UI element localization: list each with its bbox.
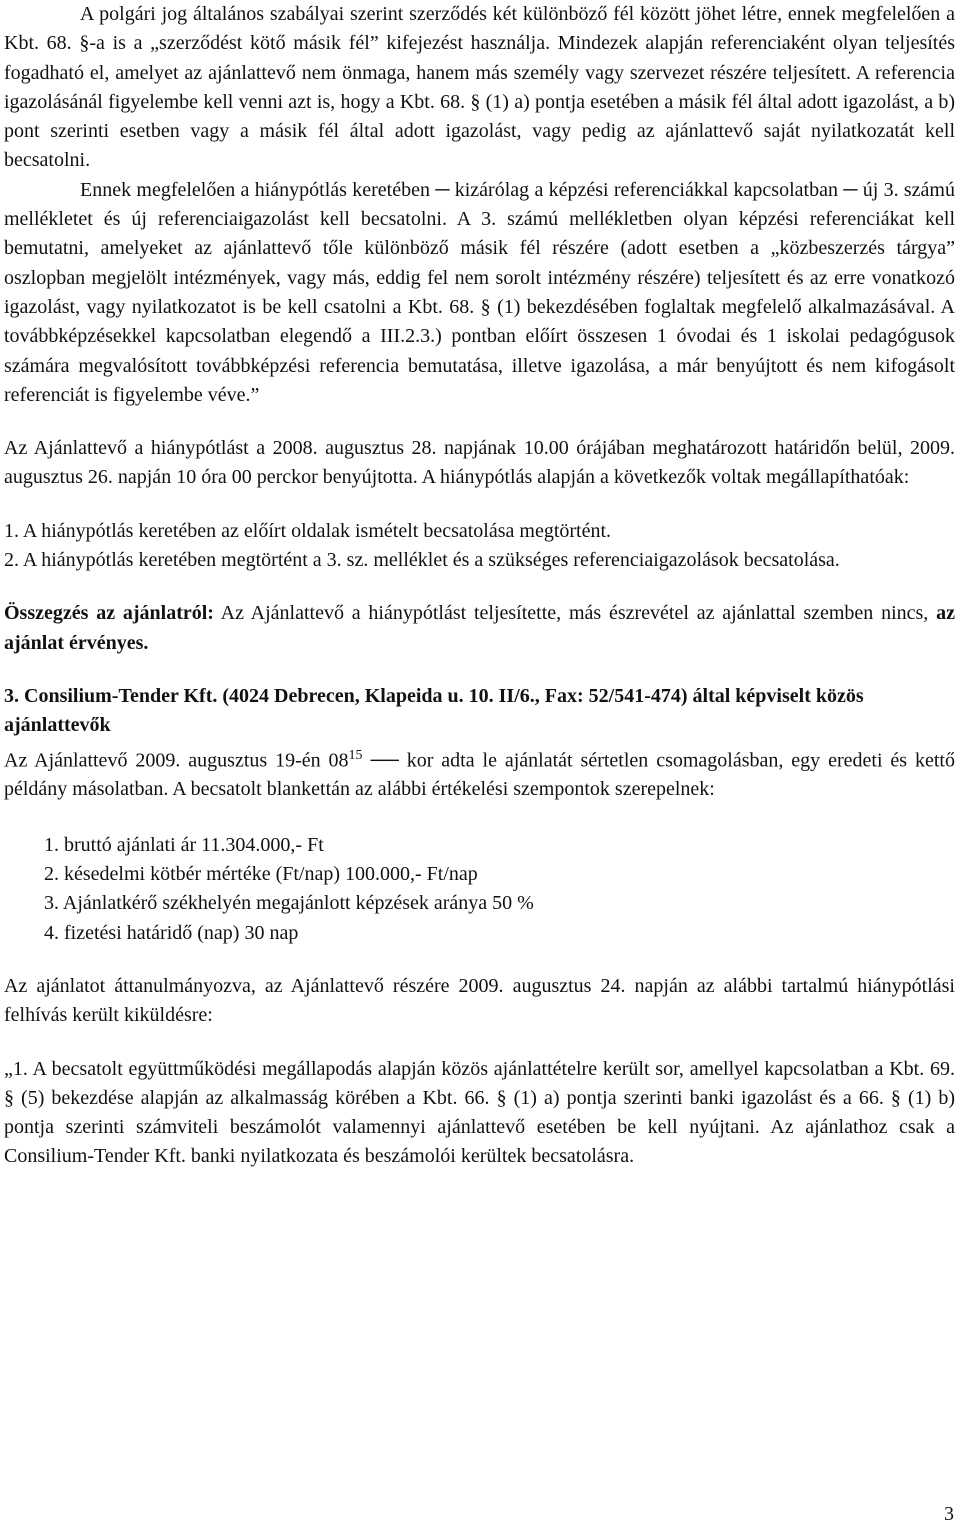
summary-verdict: az ajánlat érvényes. — [4, 602, 955, 654]
finding-item-2: 2. A hiánypótlás keretében megtörtént a 3. sz. melléklet és a szükséges referenciaigazolások becsatolása. — [4, 549, 840, 572]
paragraph-study: Az ajánlatot áttanulmányozva, az Ajánlattevő részére 2009. augusztus 24. napján az alábbi tartalmú hiánypótlási felhívás került kiküldésre: — [4, 974, 955, 1027]
section-3-intro-start: Az Ajánlattevő 2009. augusztus 19-én 08 — [4, 749, 349, 772]
section-3-intro-end: ── kor adta le ajánlatát sértetlen csomagolásban, egy eredeti és kettő példány másolatban. A becsatolt blankettán az alábbi értékelési szempontok szerepelnek: — [4, 749, 955, 801]
section-3-intro — [4, 741, 955, 805]
section-3-heading-text: 3. Consilium-Tender Kft. (4024 Debrecen, Klapeida u. 10. II/6., Fax: 52/541-474) által képviselt közös ajánlattevők — [4, 684, 864, 737]
section-3-heading — [4, 682, 955, 741]
summary-label: Összegzés az ajánlatról: — [4, 602, 214, 625]
page-number: 3 — [944, 1503, 954, 1525]
criteria-list — [4, 831, 955, 948]
criteria-item-3: 3. Ajánlatkérő székhelyén megajánlott képzések aránya 50 % — [44, 892, 534, 915]
paragraph-civil-law — [4, 0, 955, 176]
criteria-item-1: 1. bruttó ajánlati ár 11.304.000,- Ft — [44, 833, 324, 856]
paragraph-joint-tender: „1. A becsatolt együttműködési megállapodás alapján közös ajánlattételre került sor, amellyel kapcsolatban a Kbt. 69. § (5) bekezdése alapján az alkalmasság körében a Kbt. 66. § (1) a) pontja szerinti banki igazolást és a 66. § (1) b) pontja szerinti számviteli beszámolót valamennyi ajánlattevő esetében be kell nyújtani. Az ajánlathoz csak a Consilium-Tender Kft. banki nyilatkozata és beszámolói kerültek becsatolásra. — [4, 1057, 955, 1168]
paragraph-civil-law-part1: A polgári jog általános szabályai szerint szerződés két különböző fél között jöhet létre, ennek megfelelően a Kbt. 68. §-a is a „szerződést kötő másik fél” kifejezést használja. Mindezek alapján referenciaként olyan teljesítés fogadható el, amelyet az ajánlattevő nem önmaga, hanem más személy vagy szervezet részére teljesített. — [4, 3, 955, 84]
summary-text: Az Ajánlattevő a hiánypótlást teljesítette, más észrevétel az ajánlattal szemben nincs, — [213, 602, 937, 625]
criteria-item-4: 4. fizetési határidő (nap) 30 nap — [44, 921, 299, 944]
criteria-item-2: 2. késedelmi kötbér mértéke (Ft/nap) 100.000,- Ft/nap — [44, 863, 478, 886]
paragraph-deficiency-submitted: Az Ajánlattevő a hiánypótlást a 2008. augusztus 28. napjának 10.00 órájában meghatározott határidőn belül, 2009. augusztus 26. napján 10 óra 00 perckor benyújtotta. A hiánypótlás alapján a következők voltak megállapíthatóak: — [4, 437, 955, 489]
summary-paragraph — [4, 599, 955, 658]
document-page — [4, 0, 955, 1172]
paragraph-deficiency-request: Ennek megfelelően a hiánypótlás keretében ─ kizárólag a képzési referenciákkal kapcsolatban ─ új 3. számú mellékletet és új referenciaigazolást kell becsatolni. A 3. számú mellékletben olyan képzési referenciákat kell bemutatni, amelyeket az ajánlattevő tőle különböző másik fél részére (adott esetben a „közbeszerzés tárgya” oszlopban megjelölt intézmények, vagy más, eddig fel nem sorolt intézmény részére) teljesített és az erre vonatkozó igazolást, vagy nyilatkozatot is be kell csatolni a Kbt. 68. § (1) bekezdésében foglaltak megfelelő alkalmazásával. A továbbképzésekkel kapcsolatban elegendő a III.2.3.) pontban előírt összesen 1 óvodai és 1 iskolai pedagógusok számára megvalósított továbbképzési referencia bemutatása, illetve igazolása, a már benyújtott és nem kifogásolt referenciát is figyelembe véve.” — [4, 178, 955, 406]
paragraph-civil-law-part2: A referencia igazolásánál figyelembe kell venni azt is, hogy a Kbt. 68. § (1) a) pontja esetében a másik fél által adott igazolást, a b) pont szerinti esetben vagy a másik fél által adott igazolást, vagy pedig az ajánlattevő saját nyilatkozatát kell becsatolni. — [4, 61, 955, 172]
finding-item-1: 1. A hiánypótlás keretében az előírt oldalak ismételt becsatolása megtörtént. — [4, 519, 612, 542]
section-3-intro-minutes: 15 — [348, 747, 363, 763]
